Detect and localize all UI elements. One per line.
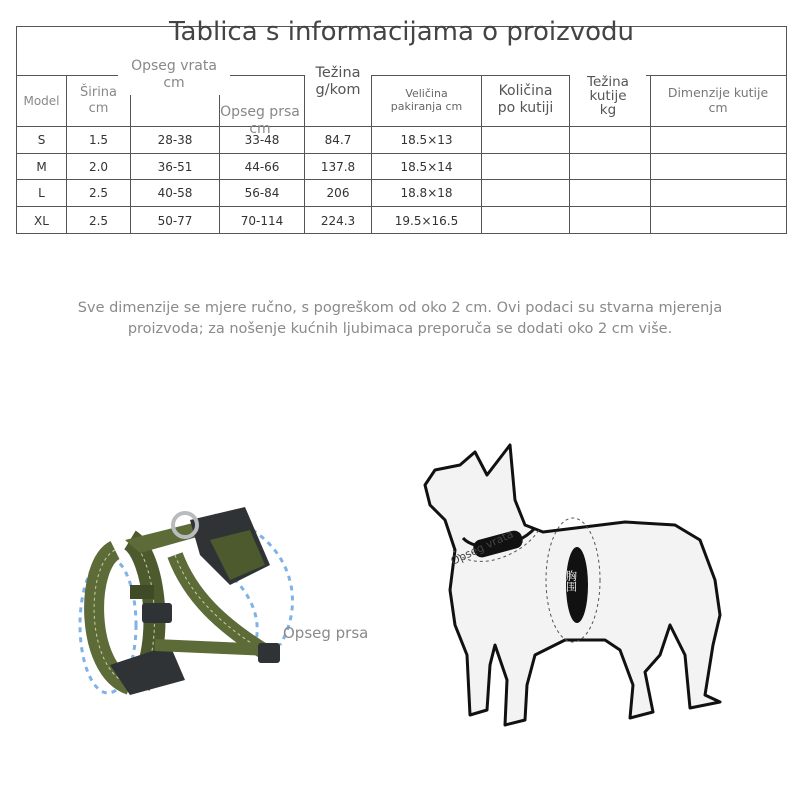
- table-cell-model: L: [38, 186, 45, 200]
- header-pack-size: Veličina pakiranja cm: [390, 86, 463, 113]
- table-cell-box_weight: [570, 180, 650, 206]
- table-cell-chest: 44-66: [244, 159, 280, 174]
- table-cell-qty: [482, 180, 569, 206]
- table-cell-weight: 206: [326, 186, 350, 200]
- table-cell-qty: [482, 154, 569, 179]
- table-cell-box_weight: [570, 207, 650, 234]
- table-cell-neck: 40-58: [157, 186, 193, 200]
- table-cell-pack: 18.5×14: [400, 159, 453, 174]
- table-cell-width: 2.0: [88, 159, 109, 174]
- table-cell-pack: 19.5×16.5: [394, 213, 459, 228]
- table-cell-neck: 50-77: [157, 213, 193, 228]
- table-cell-box_weight: [570, 127, 650, 153]
- table-cell-neck: 28-38: [157, 133, 193, 147]
- table-cell-width: 2.5: [88, 213, 109, 228]
- header-width: Širina cm: [79, 85, 118, 116]
- table-cell-box_dims: [651, 207, 787, 234]
- header-weight: Težina g/kom: [305, 60, 371, 104]
- table-cell-width: 1.5: [88, 133, 109, 147]
- table-cell-qty: [482, 207, 569, 234]
- header-model: Model: [23, 93, 60, 108]
- measurement-note: Sve dimenzije se mjere ručno, s pogreškom od oko 2 cm. Ovi podaci su stvarna mjerenja proizvoda; za nošenje kućnih ljubimaca preporuča se dodati oko 2 cm više.: [77, 300, 723, 338]
- header-qty-per-box: Količina po kutiji: [497, 83, 554, 116]
- dog-chest-label: 胸围: [564, 570, 578, 592]
- header-chest: Opseg prsa cm: [220, 104, 300, 137]
- table-cell-chest: 70-114: [240, 213, 284, 228]
- table-cell-weight: 84.7: [324, 133, 352, 147]
- table-cell-neck: 36-51: [157, 159, 193, 174]
- table-cell-model: XL: [34, 213, 49, 228]
- table-cell-box_weight: [570, 154, 650, 179]
- table-title: Tablica s informacijama o proizvodu: [168, 17, 635, 47]
- table-cell-box_dims: [651, 180, 787, 206]
- chest-girth-label: Opseg prsa: [283, 624, 369, 642]
- table-cell-pack: 18.5×13: [400, 133, 453, 147]
- header-box-weight: Težina kutije kg: [570, 70, 646, 122]
- header-box-dims: Dimenzije kutije cm: [667, 85, 769, 115]
- table-cell-qty: [482, 127, 569, 153]
- harness-image: [70, 495, 310, 710]
- table-cell-model: S: [37, 133, 46, 147]
- table-cell-weight: 137.8: [320, 159, 356, 174]
- table-cell-box_dims: [651, 154, 787, 179]
- table-cell-width: 2.5: [88, 186, 109, 200]
- table-cell-model: M: [36, 159, 47, 174]
- table-cell-weight: 224.3: [320, 213, 356, 228]
- dog-diagram: [415, 440, 735, 735]
- dog-neck-label: Opseg vrata: [448, 527, 516, 568]
- header-neck: Opseg vrata cm: [118, 55, 230, 95]
- table-cell-pack: 18.8×18: [400, 186, 453, 200]
- table-cell-chest: 56-84: [244, 186, 280, 200]
- table-cell-box_dims: [651, 127, 787, 153]
- table-cell-chest: 33-48: [244, 133, 280, 147]
